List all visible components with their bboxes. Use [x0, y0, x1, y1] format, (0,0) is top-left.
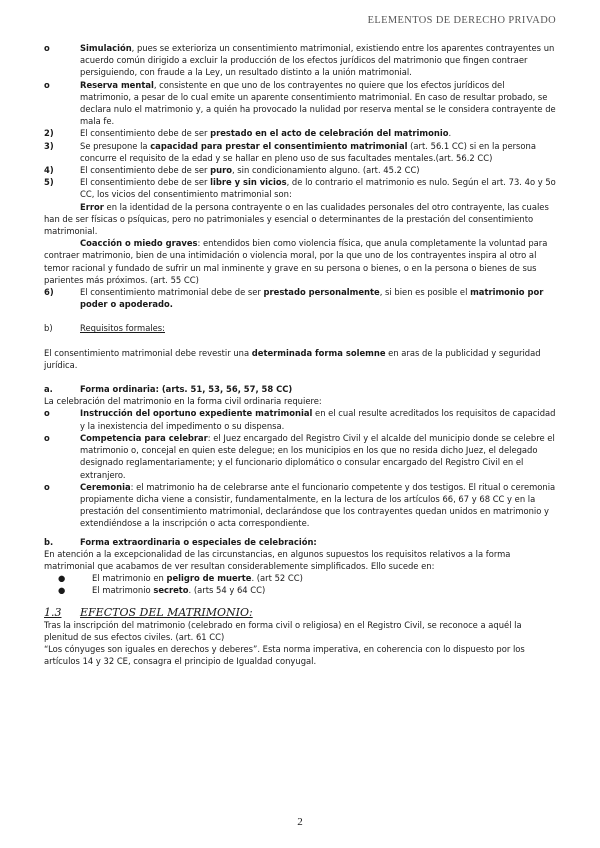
list-item: ● El matrimonio secreto. (arts 54 y 64 CC): [58, 585, 266, 596]
term: Simulación: [80, 43, 132, 53]
list-item: o Instrucción del oportuno expediente matrimonial en el cual resulte acreditados los requisitos de capacidad y la inexistencia del impedimento o su dispensa.: [44, 408, 556, 431]
list-item: [44, 79, 556, 128]
body-text: , consistente en que uno de los contrayentes no quiere que los efectos jurídicos del matrimonio, a pesar de lo cual emite un aparente consentimiento matrimonial. En caso de resultar probado, se declara nulo el matrimonio y, a quién ha provocado la nulidad por reserva mental se le considera contrayente de mala fe.: [80, 79, 556, 127]
item-number: 6): [44, 287, 54, 298]
item-number: 2): [44, 128, 54, 139]
subsection-heading: b. Forma extraordinaria o especiales de celebración:: [44, 536, 317, 547]
section-heading: b) Requisitos formales:: [44, 322, 556, 334]
bullet-marker: o: [44, 79, 50, 90]
paragraph: El consentimiento matrimonial debe revestir una determinada forma solemne en aras de la publicidad y seguridad jurídica.: [44, 347, 541, 370]
item-number: 5): [44, 177, 54, 188]
paragraph: “Los cónyuges son iguales en derechos y deberes”. Esta norma imperativa, en coherencia con lo dispuesto por los artículos 14 y 32 CE, consagra el principio de Igualdad conyugal.: [44, 644, 525, 667]
numbered-item: 5) El consentimiento debe de ser libre y sin vicios, de lo contrario el matrimonio es nulo. Según el art. 73. 4o y 5o CC, los vicios del consentimiento matrimonial son:: [44, 177, 556, 200]
paragraph: Tras la inscripción del matrimonio (celebrado en forma civil o religiosa) en el Registro Civil, se reconoce a aquél la plenitud de sus efectos civiles. (art. 61 CC): [44, 619, 522, 642]
section-title: EFECTOS DEL MATRIMONIO:: [80, 605, 253, 619]
section-title: Requisitos formales:: [80, 323, 165, 334]
paragraph: Coacción o miedo graves: entendidos bien como violencia física, que anula completamente la voluntad para contraer matrimonio, bien de una intimidación o violencia moral, por la que uno de los contrayentes inspira al otro al temor racional y fundado de sufrir un mal inminente y grave en su persona o bienes, o en la persona o bienes de sus parientes más próximos. (art. 55 CC): [44, 238, 548, 285]
paragraph: La celebración del matrimonio en la forma civil ordinaria requiere:: [44, 396, 322, 407]
page-body: [44, 42, 556, 668]
page-number: 2: [297, 816, 303, 828]
numbered-item: 4) El consentimiento debe de ser puro, sin condicionamiento alguno. (art. 45.2 CC): [44, 165, 420, 176]
bullet-icon: ●: [58, 585, 66, 596]
bullet-icon: ●: [58, 573, 66, 584]
numbered-item: 3) Se presupone la capacidad para prestar el consentimiento matrimonial (art. 56.1 CC) si en la persona concurre el requisito de la edad y se hallar en pleno uso de sus facultades mentales.(art. 56.2 CC): [44, 140, 536, 163]
numbered-item: 2) El consentimiento debe de ser prestado en el acto de celebración del matrimonio.: [44, 128, 452, 139]
term: Reserva mental: [80, 79, 154, 90]
subsection-heading: a. Forma ordinaria: (arts. 51, 53, 56, 57, 58 CC): [44, 384, 293, 395]
list-item: o Ceremonia: el matrimonio ha de celebrarse ante el funcionario competente y dos testigos. El ritual o ceremonia propiamente dicha viene a consistir, fundamentalmente, en la lectura de los artículos 66, 67 y 68 CC y en la prestación del consentimiento matrimonial, declarándose que los contrayentes quedan unidos en matrimonio y extendiéndose a la inscripción o acta correspondiente.: [44, 481, 556, 529]
bullet-marker: o: [44, 43, 50, 53]
paragraph: Error en la identidad de la persona contrayente o en las cualidades personales del otro contrayente, las cuales han de ser físicas o psíquicas, pero no patrimoniales y esencial o determinantes de la prestación del consentimiento matrimonial.: [44, 201, 549, 237]
numbered-item: 6) El consentimiento matrimonial debe de ser prestado personalmente, si bien es posible el matrimonio por poder o apoderado.: [44, 287, 544, 310]
running-header: ELEMENTOS DE DERECHO PRIVADO: [367, 15, 556, 26]
item-number: 4): [44, 165, 54, 176]
list-item: o Competencia para celebrar: el Juez encargado del Registro Civil y el alcalde del municipio donde se celebre el matrimonio o, concejal en quien este delegue; en los municipios en los que no resida dicho Juez, el delegado designado reglamentariamente; y el funcionario diplomático o consular encargado del Registro Civil en el extranjero.: [44, 432, 555, 480]
body-text: , pues se exterioriza un consentimiento matrimonial, existiendo entre los aparentes contrayentes un acuerdo común dirigido a excluir la producción de los efectos jurídicos del matrimonio que fingen contraer persiguiendo, con fraude a la Ley, un resultado distinto a la unión matrimonial.: [80, 43, 555, 78]
list-item: [44, 42, 556, 79]
paragraph: En atención a la excepcionalidad de las circunstancias, en algunos supuestos los requisitos relativos a la forma matrimonial que acabamos de ver resultan considerablemente simplificados. Ello sucede en:: [44, 548, 511, 571]
item-number: 3): [44, 140, 54, 151]
section-heading: 1.3 EFECTOS DEL MATRIMONIO:: [44, 605, 253, 619]
list-item: ● El matrimonio en peligro de muerte. (art 52 CC): [58, 573, 303, 584]
